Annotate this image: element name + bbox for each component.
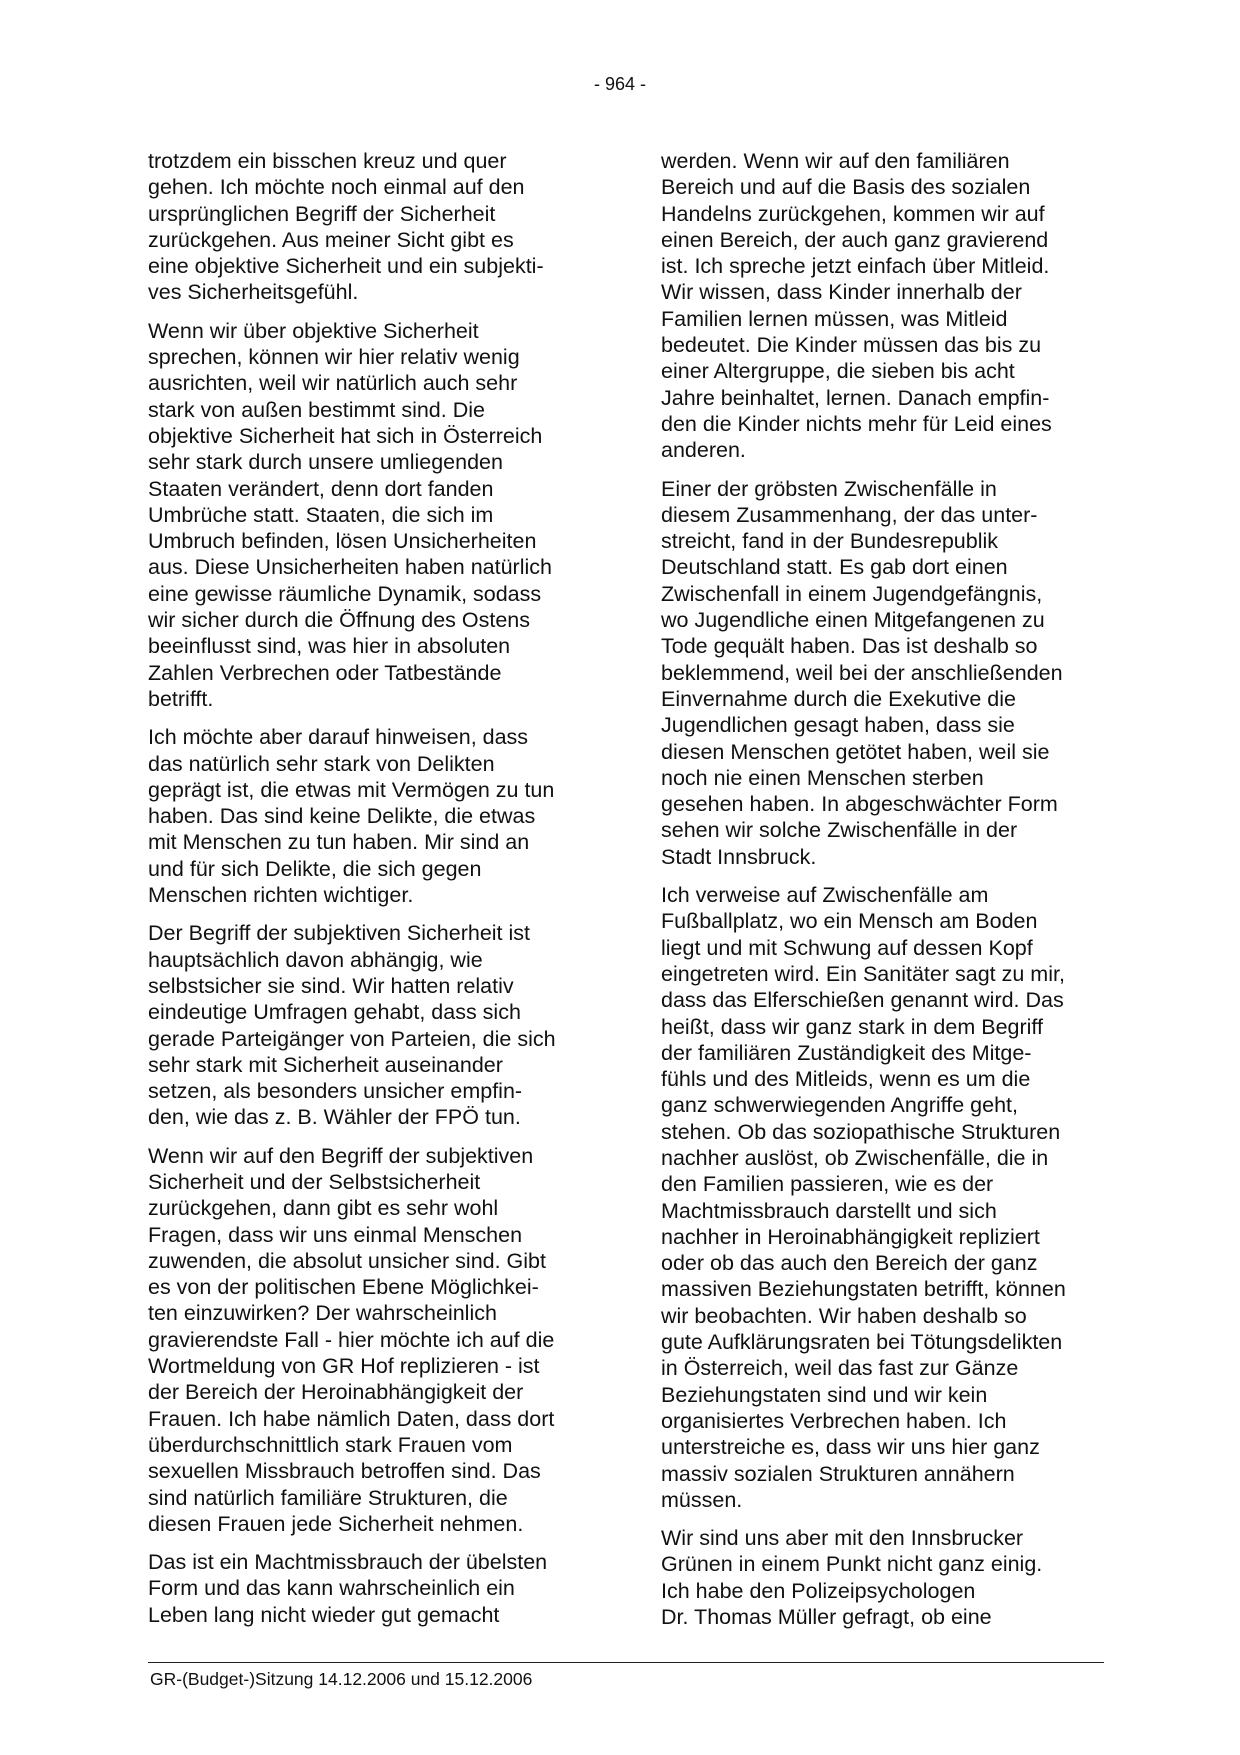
text-line: Wir sind uns aber mit den Innsbrucker xyxy=(661,1526,1024,1551)
text-line: Zahlen Verbrechen oder Tatbestände xyxy=(148,660,502,685)
text-line: Deutschland statt. Es gab dort einen xyxy=(661,555,1008,580)
text-line: streicht, fand in der Bundesrepublik xyxy=(661,529,999,554)
page-number: - 964 - xyxy=(593,74,647,94)
text-line: Umbruch befinden, lösen Unsicherheiten xyxy=(148,529,537,554)
text-line: das natürlich sehr stark von Delikten xyxy=(148,751,495,776)
text-line: anderen. xyxy=(661,438,746,463)
text-line: organisiertes Verbrechen haben. Ich xyxy=(661,1408,1007,1433)
text-line: Familien lernen müssen, was Mitleid xyxy=(661,306,1008,331)
text-line: eine gewisse räumliche Dynamik, sodass xyxy=(148,581,542,606)
text-line: nachher auslöst, ob Zwischenfälle, die in xyxy=(661,1145,1049,1170)
text-line: Handelns zurückgehen, kommen wir auf xyxy=(661,201,1045,226)
text-line: zurückgehen, dann gibt es sehr wohl xyxy=(148,1196,499,1221)
text-line: betrifft. xyxy=(148,686,214,711)
text-line: Ich verweise auf Zwischenfälle am xyxy=(661,883,989,908)
text-line: mit Menschen zu tun haben. Mir sind an xyxy=(148,830,530,855)
left-column xyxy=(148,148,594,1640)
text-line: eine objektive Sicherheit und ein subjekti- xyxy=(148,254,544,279)
text-line: Ich möchte aber darauf hinweisen, dass xyxy=(148,725,529,750)
text-line: den, wie das z. B. Wähler der FPÖ tun. xyxy=(148,1105,521,1130)
paragraph xyxy=(148,920,594,1130)
text-line: diesem Zusammenhang, der das unter- xyxy=(661,502,1038,527)
text-line: fühls und des Mitleids, wenn es um die xyxy=(661,1067,1031,1092)
text-line: eindeutige Umfragen gehabt, dass sich xyxy=(148,1000,521,1025)
text-line: wo Jugendliche einen Mitgefangenen zu xyxy=(661,608,1045,633)
text-line: Der Begriff der subjektiven Sicherheit ist xyxy=(148,921,531,946)
text-line: sind natürlich familiäre Strukturen, die xyxy=(148,1485,508,1510)
text-line: überdurchschnittlich stark Frauen vom xyxy=(148,1432,513,1457)
text-line: noch nie einen Menschen sterben xyxy=(661,765,984,790)
text-line: gesehen haben. In abgeschwächter Form xyxy=(661,792,1058,817)
text-line: Tode gequält haben. Das ist deshalb so xyxy=(661,634,1038,659)
text-line: trotzdem ein bisschen kreuz und quer xyxy=(148,149,507,173)
text-line: haben. Das sind keine Delikte, die etwas xyxy=(148,804,536,829)
text-line: Einer der gröbsten Zwischenfälle in xyxy=(661,476,997,501)
text-line: oder ob das auch den Bereich der ganz xyxy=(661,1251,1038,1276)
text-line: Beziehungstaten sind und wir kein xyxy=(661,1382,988,1407)
text-line: sehr stark durch unsere umliegenden xyxy=(148,450,503,475)
text-line: sehen wir solche Zwischenfälle in der xyxy=(661,818,1018,843)
text-line: Ich habe den Polizeipsychologen xyxy=(661,1578,976,1603)
text-line: dass das Elferschießen genannt wird. Das xyxy=(661,988,1064,1013)
text-line: müssen. xyxy=(661,1487,743,1512)
text-line: Zwischenfall in einem Jugendgefängnis, xyxy=(661,581,1043,606)
text-line: in Österreich, weil das fast zur Gänze xyxy=(661,1356,1019,1381)
text-line: Wortmeldung von GR Hof replizieren - ist xyxy=(148,1354,540,1379)
text-line: ten einzuwirken? Der wahrscheinlich xyxy=(148,1301,497,1326)
text-line: Dr. Thomas Müller gefragt, ob eine xyxy=(661,1605,992,1630)
text-line: Wenn wir über objektive Sicherheit xyxy=(148,318,479,343)
text-line: ursprünglichen Begriff der Sicherheit xyxy=(148,201,496,226)
text-line: selbstsicher sie sind. Wir hatten relativ xyxy=(148,973,514,998)
text-line: Einvernahme durch die Exekutive die xyxy=(661,686,1016,711)
paragraph xyxy=(148,148,594,306)
paragraph xyxy=(661,148,1107,464)
text-line: aus. Diese Unsicherheiten haben natürlich xyxy=(148,555,552,580)
text-line: liegt und mit Schwung auf dessen Kopf xyxy=(661,935,1033,960)
text-line: Sicherheit und der Selbstsicherheit xyxy=(148,1169,481,1194)
text-line: ves Sicherheitsgefühl. xyxy=(148,280,359,305)
text-line: sehr stark mit Sicherheit auseinander xyxy=(148,1052,503,1077)
text-line: massiv sozialen Strukturen annähern xyxy=(661,1461,1015,1486)
text-line: einer Altergruppe, die sieben bis acht xyxy=(661,359,1015,384)
text-line: Bereich und auf die Basis des sozialen xyxy=(661,175,1031,200)
text-line: gute Aufklärungsraten bei Tötungsdelikten xyxy=(661,1330,1063,1355)
text-line: beeinflusst sind, was hier in absoluten xyxy=(148,634,511,659)
text-line: hauptsächlich davon abhängig, wie xyxy=(148,947,483,972)
text-line: Wir wissen, dass Kinder innerhalb der xyxy=(661,280,1022,305)
text-line: stark von außen bestimmt sind. Die xyxy=(148,397,485,422)
text-line: bedeutet. Die Kinder müssen das bis zu xyxy=(661,333,1042,358)
text-line: zurückgehen. Aus meiner Sicht gibt es xyxy=(148,227,514,252)
text-line: den Familien passieren, wie es der xyxy=(661,1172,994,1197)
text-line: stehen. Ob das soziopathische Strukturen xyxy=(661,1119,1061,1144)
text-line: ist. Ich spreche jetzt einfach über Mitleid. xyxy=(661,254,1050,279)
text-line: Frauen. Ich habe nämlich Daten, dass dort xyxy=(148,1406,555,1431)
text-line: eingetreten wird. Ein Sanitäter sagt zu mir, xyxy=(661,961,1065,986)
text-line: massiven Beziehungstaten betrifft, können xyxy=(661,1277,1066,1302)
text-line: zuwenden, die absolut unsicher sind. Gibt xyxy=(148,1248,546,1273)
text-line: ganz schwerwiegenden Angriffe geht, xyxy=(661,1093,1018,1118)
text-line: objektive Sicherheit hat sich in Österreich xyxy=(148,423,543,448)
footer-divider xyxy=(148,1662,1104,1663)
text-line: wir beobachten. Wir haben deshalb so xyxy=(661,1303,1027,1328)
text-line: diesen Menschen getötet haben, weil sie xyxy=(661,739,1050,764)
text-line: Umbrüche statt. Staaten, die sich im xyxy=(148,502,494,527)
text-line: Wenn wir auf den Begriff der subjektiven xyxy=(148,1143,534,1168)
paragraph xyxy=(148,318,594,712)
text-line: Leben lang nicht wieder gut gemacht xyxy=(148,1602,500,1627)
text-line: unterstreiche es, dass wir uns hier ganz xyxy=(661,1435,1040,1460)
text-line: Jahre beinhaltet, lernen. Danach empfin- xyxy=(661,385,1050,410)
text-line: werden. Wenn wir auf den familiären xyxy=(661,149,1010,173)
text-line: der Bereich der Heroinabhängigkeit der xyxy=(148,1380,524,1405)
text-line: Form und das kann wahrscheinlich ein xyxy=(148,1576,515,1601)
text-line: es von der politischen Ebene Möglichkei- xyxy=(148,1275,539,1300)
text-line: gerade Parteigänger von Parteien, die sich xyxy=(148,1026,556,1051)
text-line: einen Bereich, der auch ganz gravierend xyxy=(661,227,1049,252)
text-line: geprägt ist, die etwas mit Vermögen zu tun xyxy=(148,777,555,802)
text-line: beklemmend, weil bei der anschließenden xyxy=(661,660,1063,685)
text-line: diesen Frauen jede Sicherheit nehmen. xyxy=(148,1511,524,1536)
paragraph xyxy=(661,1525,1107,1630)
text-line: Stadt Innsbruck. xyxy=(661,844,817,869)
text-line: heißt, dass wir ganz stark in dem Begriff xyxy=(661,1014,1043,1039)
text-line: Fragen, dass wir uns einmal Menschen xyxy=(148,1222,523,1247)
paragraph xyxy=(661,882,1107,1513)
text-line: nachher in Heroinabhängigkeit repliziert xyxy=(661,1224,1040,1249)
text-line: Das ist ein Machtmissbrauch der übelsten xyxy=(148,1550,548,1575)
text-line: gehen. Ich möchte noch einmal auf den xyxy=(148,175,525,200)
text-line: ausrichten, weil wir natürlich auch sehr xyxy=(148,371,518,396)
text-line: Staaten verändert, denn dort fanden xyxy=(148,476,494,501)
footer-session-label: GR-(Budget-)Sitzung 14.12.2006 und 15.12.2006 xyxy=(150,1669,533,1689)
text-line: setzen, als besonders unsicher empfin- xyxy=(148,1079,523,1104)
text-line: gravierendste Fall - hier möchte ich auf die xyxy=(148,1327,555,1352)
text-line: den die Kinder nichts mehr für Leid eines xyxy=(661,411,1052,436)
text-line: sexuellen Missbrauch betroffen sind. Das xyxy=(148,1459,541,1484)
paragraph xyxy=(148,1143,594,1537)
text-line: Machtmissbrauch darstellt und sich xyxy=(661,1198,997,1223)
text-line: Menschen richten wichtiger. xyxy=(148,883,414,908)
text-line: Grünen in einem Punkt nicht ganz einig. xyxy=(661,1552,1043,1577)
right-column xyxy=(661,148,1107,1642)
text-line: Fußballplatz, wo ein Mensch am Boden xyxy=(661,909,1038,934)
text-line: und für sich Delikte, die sich gegen xyxy=(148,856,482,881)
text-line: der familiären Zuständigkeit des Mitge- xyxy=(661,1040,1032,1065)
text-line: Jugendlichen gesagt haben, dass sie xyxy=(661,713,1015,738)
paragraph xyxy=(148,724,594,908)
paragraph xyxy=(148,1549,594,1628)
text-line: sprechen, können wir hier relativ wenig xyxy=(148,345,520,370)
text-line: wir sicher durch die Öffnung des Ostens xyxy=(148,608,531,633)
paragraph xyxy=(661,476,1107,870)
